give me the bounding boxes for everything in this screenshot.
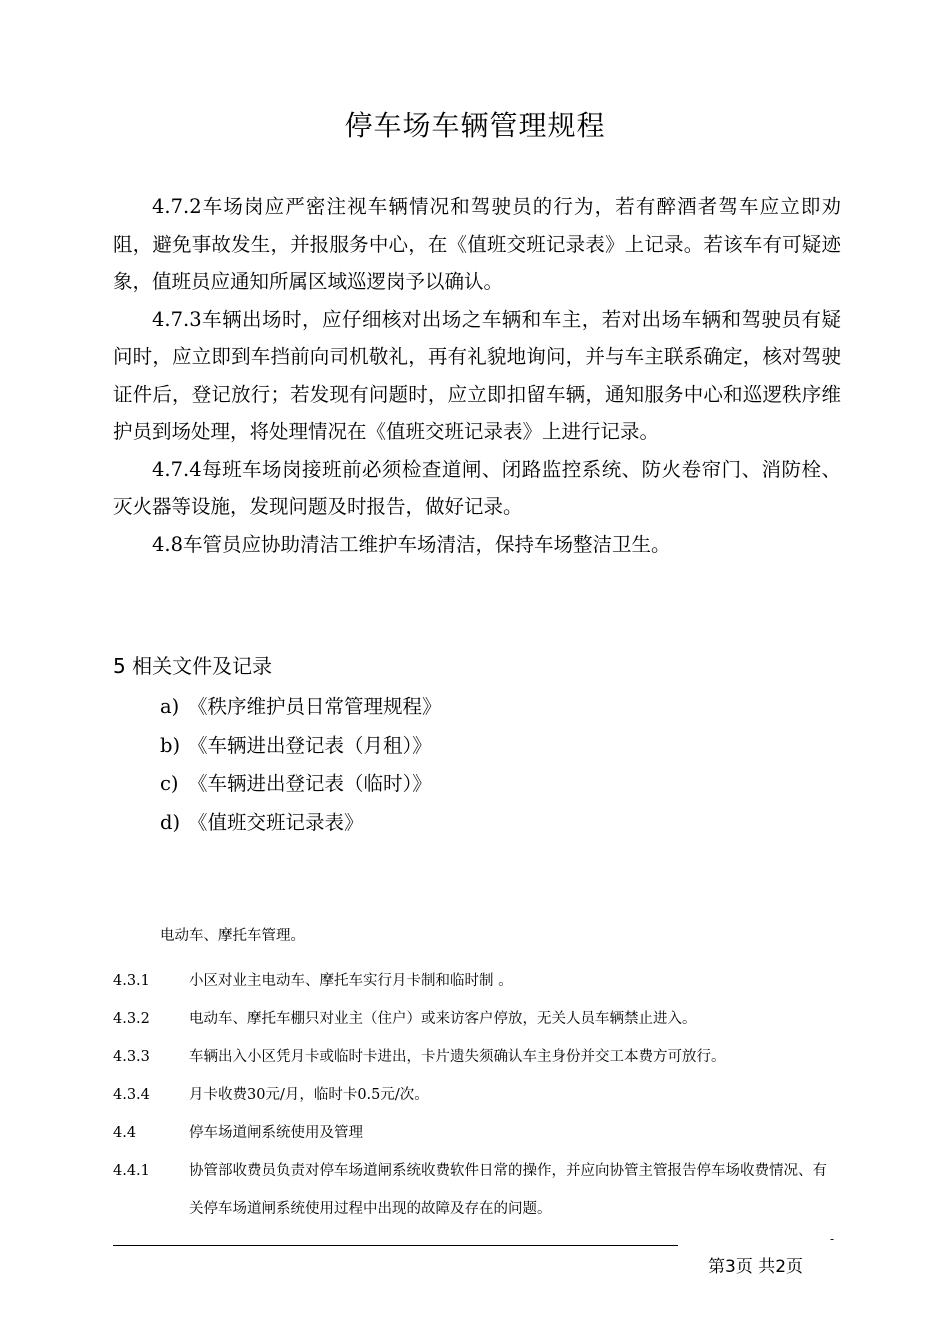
footer-dash: - xyxy=(830,1232,835,1246)
list-item xyxy=(160,688,442,727)
note-row xyxy=(113,1076,841,1114)
list-item xyxy=(160,727,442,766)
list-item-label: d) xyxy=(160,810,181,834)
paragraph: 4.7.4每班车场岗接班前必须检查道闸、闭路监控系统、防火卷帘门、消防栓、灭火器等设施，发现问题及时报告，做好记录。 xyxy=(113,457,841,518)
note-text: 电动车、摩托车棚只对业主（住户）或来访客户停放，无关人员车辆禁止进入。 xyxy=(189,1011,697,1027)
note-row xyxy=(113,1152,841,1228)
list-item-text: 《车辆进出登记表（月租）》 xyxy=(188,733,432,757)
list-item xyxy=(160,765,442,804)
note-number: 4.3.3 xyxy=(113,1049,150,1065)
note-text: 协管部收费员负责对停车场道闸系统收费软件日常的操作，并应向协管主管报告停车场收费情况、有关停车场道闸系统使用过程中出现的故障及存在的问题。 xyxy=(189,1163,827,1217)
reference-list xyxy=(160,688,442,842)
list-item-text: 《秩序维护员日常管理规程》 xyxy=(188,695,442,718)
section-heading: 5 相关文件及记录 xyxy=(113,654,273,678)
note-row xyxy=(113,1038,841,1076)
body-text xyxy=(113,188,841,563)
note-number: 4.4 xyxy=(113,1125,137,1141)
list-item-label: c) xyxy=(160,772,179,795)
note-number: 4.3.2 xyxy=(113,1011,150,1027)
note-number: 4.3.1 xyxy=(113,973,150,989)
paragraph: 4.8车管员应协助清洁工维护车场清洁，保持车场整洁卫生。 xyxy=(152,532,671,556)
note-text: 月卡收费30元/月，临时卡0.5元/次。 xyxy=(189,1087,429,1103)
notes-heading: 电动车、摩托车管理。 xyxy=(160,928,305,944)
paragraph: 4.7.3车辆出场时，应仔细核对出场之车辆和车主，若对出场车辆和驾驶员有疑问时，应立即到车挡前向司机敬礼，再有礼貌地询问，并与车主联系确定，核对驾驶证件后，登记放行；若发现有问题时，应立即扣留车辆，通知服务中心和巡逻秩序维护员到场处理，将处理情况在《值班交班记录表》上进行记录。 xyxy=(113,307,841,443)
note-text: 停车场道闸系统使用及管理 xyxy=(189,1125,363,1141)
document-title: 停车场车辆管理规程 xyxy=(344,109,606,142)
page-number: 第3页 共2页 xyxy=(708,1257,804,1277)
list-item-label: b) xyxy=(160,733,181,757)
notes-list xyxy=(113,962,841,1228)
note-number: 4.4.1 xyxy=(113,1163,150,1179)
list-item-text: 《车辆进出登记表（临时）》 xyxy=(188,772,432,795)
note-row xyxy=(113,962,841,1000)
note-row xyxy=(113,1114,841,1152)
note-number: 4.3.4 xyxy=(113,1087,150,1103)
footer-divider xyxy=(113,1245,678,1246)
note-text: 小区对业主电动车、摩托车实行月卡制和临时制 。 xyxy=(189,973,513,989)
note-text: 车辆出入小区凭月卡或临时卡进出，卡片遗失须确认车主身份并交工本费方可放行。 xyxy=(189,1049,726,1065)
paragraph: 4.7.2车场岗应严密注视车辆情况和驾驶员的行为，若有醉酒者驾车应立即劝阻，避免事故发生，并报服务中心，在《值班交班记录表》上记录。若该车有可疑迹象，值班员应通知所属区域巡逻岗予以确认。 xyxy=(113,195,841,293)
list-item xyxy=(160,804,442,843)
note-row xyxy=(113,1000,841,1038)
list-item-label: a) xyxy=(160,695,180,718)
list-item-text: 《值班交班记录表》 xyxy=(188,810,364,834)
